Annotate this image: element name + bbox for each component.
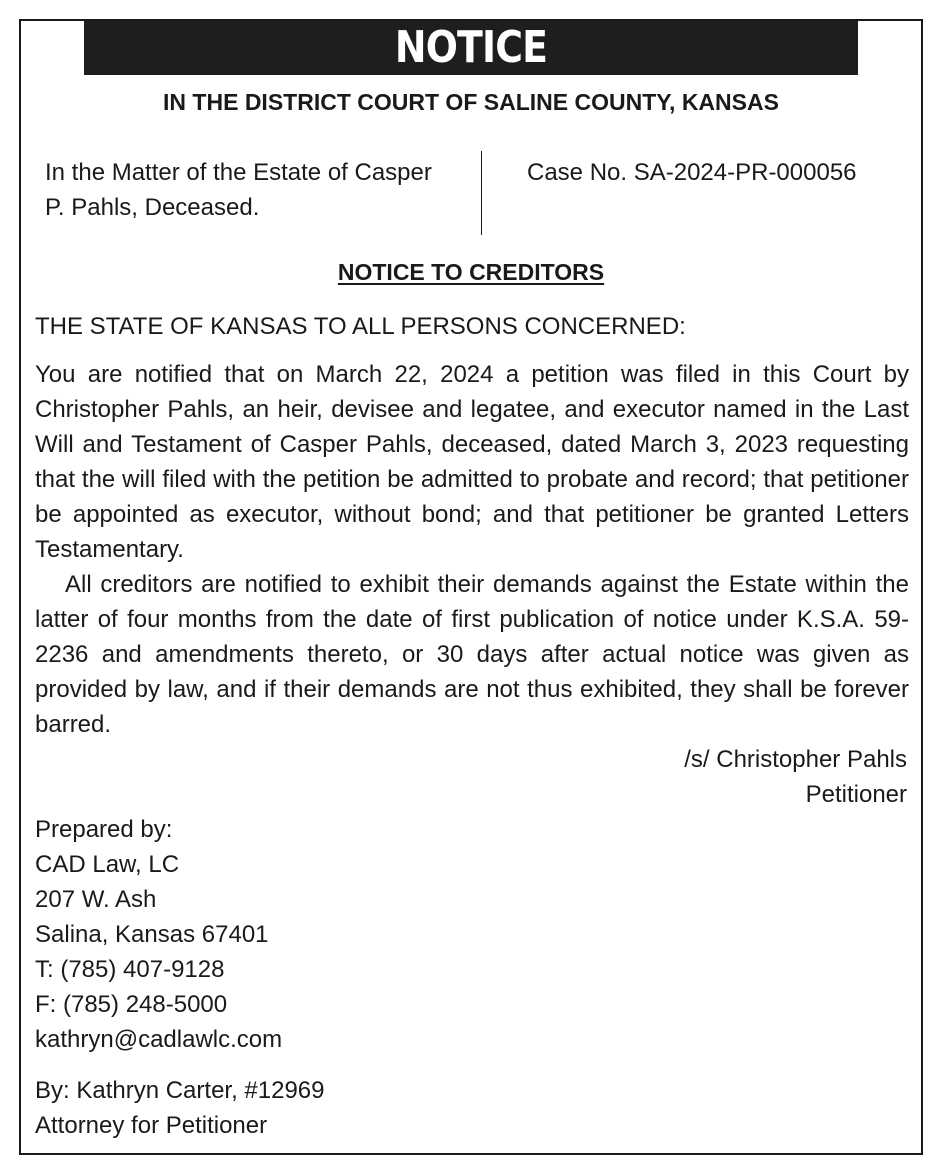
preparer-label: Prepared by: [35,816,173,843]
notice-frame [19,19,923,1155]
signature-role: Petitioner [805,781,907,808]
signature-block [684,742,907,812]
attorney-role: Attorney for Petitioner [35,1112,268,1139]
signature-name: /s/ Christopher Pahls [684,746,907,773]
caption-divider [481,151,482,235]
notice-paragraph-1: You are notified that on March 22, 2024 a petition was filed in this Court by Christopher Pahls, an heir, devisee and legatee, and executor named in the Last Will and Testament of Casper Pahls, deceased, dated March 3, 2023 requesting that the will filed with the petition be admitted to probate and record; that petitioner be appointed as executor, without bond; and that petitioner be granted Letters Testamentary. [35,361,909,563]
court-heading: IN THE DISTRICT COURT OF SALINE COUNTY, KANSAS [163,89,779,115]
preparer-street: 207 W. Ash [35,886,157,913]
notice-title: NOTICE TO CREDITORS [337,259,605,285]
preparer-fax: F: (785) 248-5000 [35,991,228,1018]
preparer-firm: CAD Law, LC [35,851,180,878]
estate-caption [45,155,465,225]
attorney-block [35,1073,325,1143]
notice-paragraph-2: All creditors are notified to exhibit their demands against the Estate within the latter of four months from the date of first publication of notice under K.S.A. 59-2236 and amendments thereto, or 30 days after actual notice was given as provided by law, and if their demands are not thus exhibited, they shall be forever barred. [35,571,909,738]
estate-caption-line-1: In the Matter of the Estate of Casper [45,159,432,186]
notice-banner: NOTICE [84,21,858,75]
preparer-email: kathryn@cadlawlc.com [35,1026,283,1053]
attorney-name: By: Kathryn Carter, #12969 [35,1077,325,1104]
preparer-block [35,812,282,1057]
preparer-city: Salina, Kansas 67401 [35,921,269,948]
preparer-phone: T: (785) 407-9128 [35,956,225,983]
case-number: Case No. SA-2024-PR-000056 [527,159,857,186]
notice-body [35,357,909,742]
salutation: THE STATE OF KANSAS TO ALL PERSONS CONCERNED: [35,313,686,340]
estate-caption-line-2: P. Pahls, Deceased. [45,194,260,221]
